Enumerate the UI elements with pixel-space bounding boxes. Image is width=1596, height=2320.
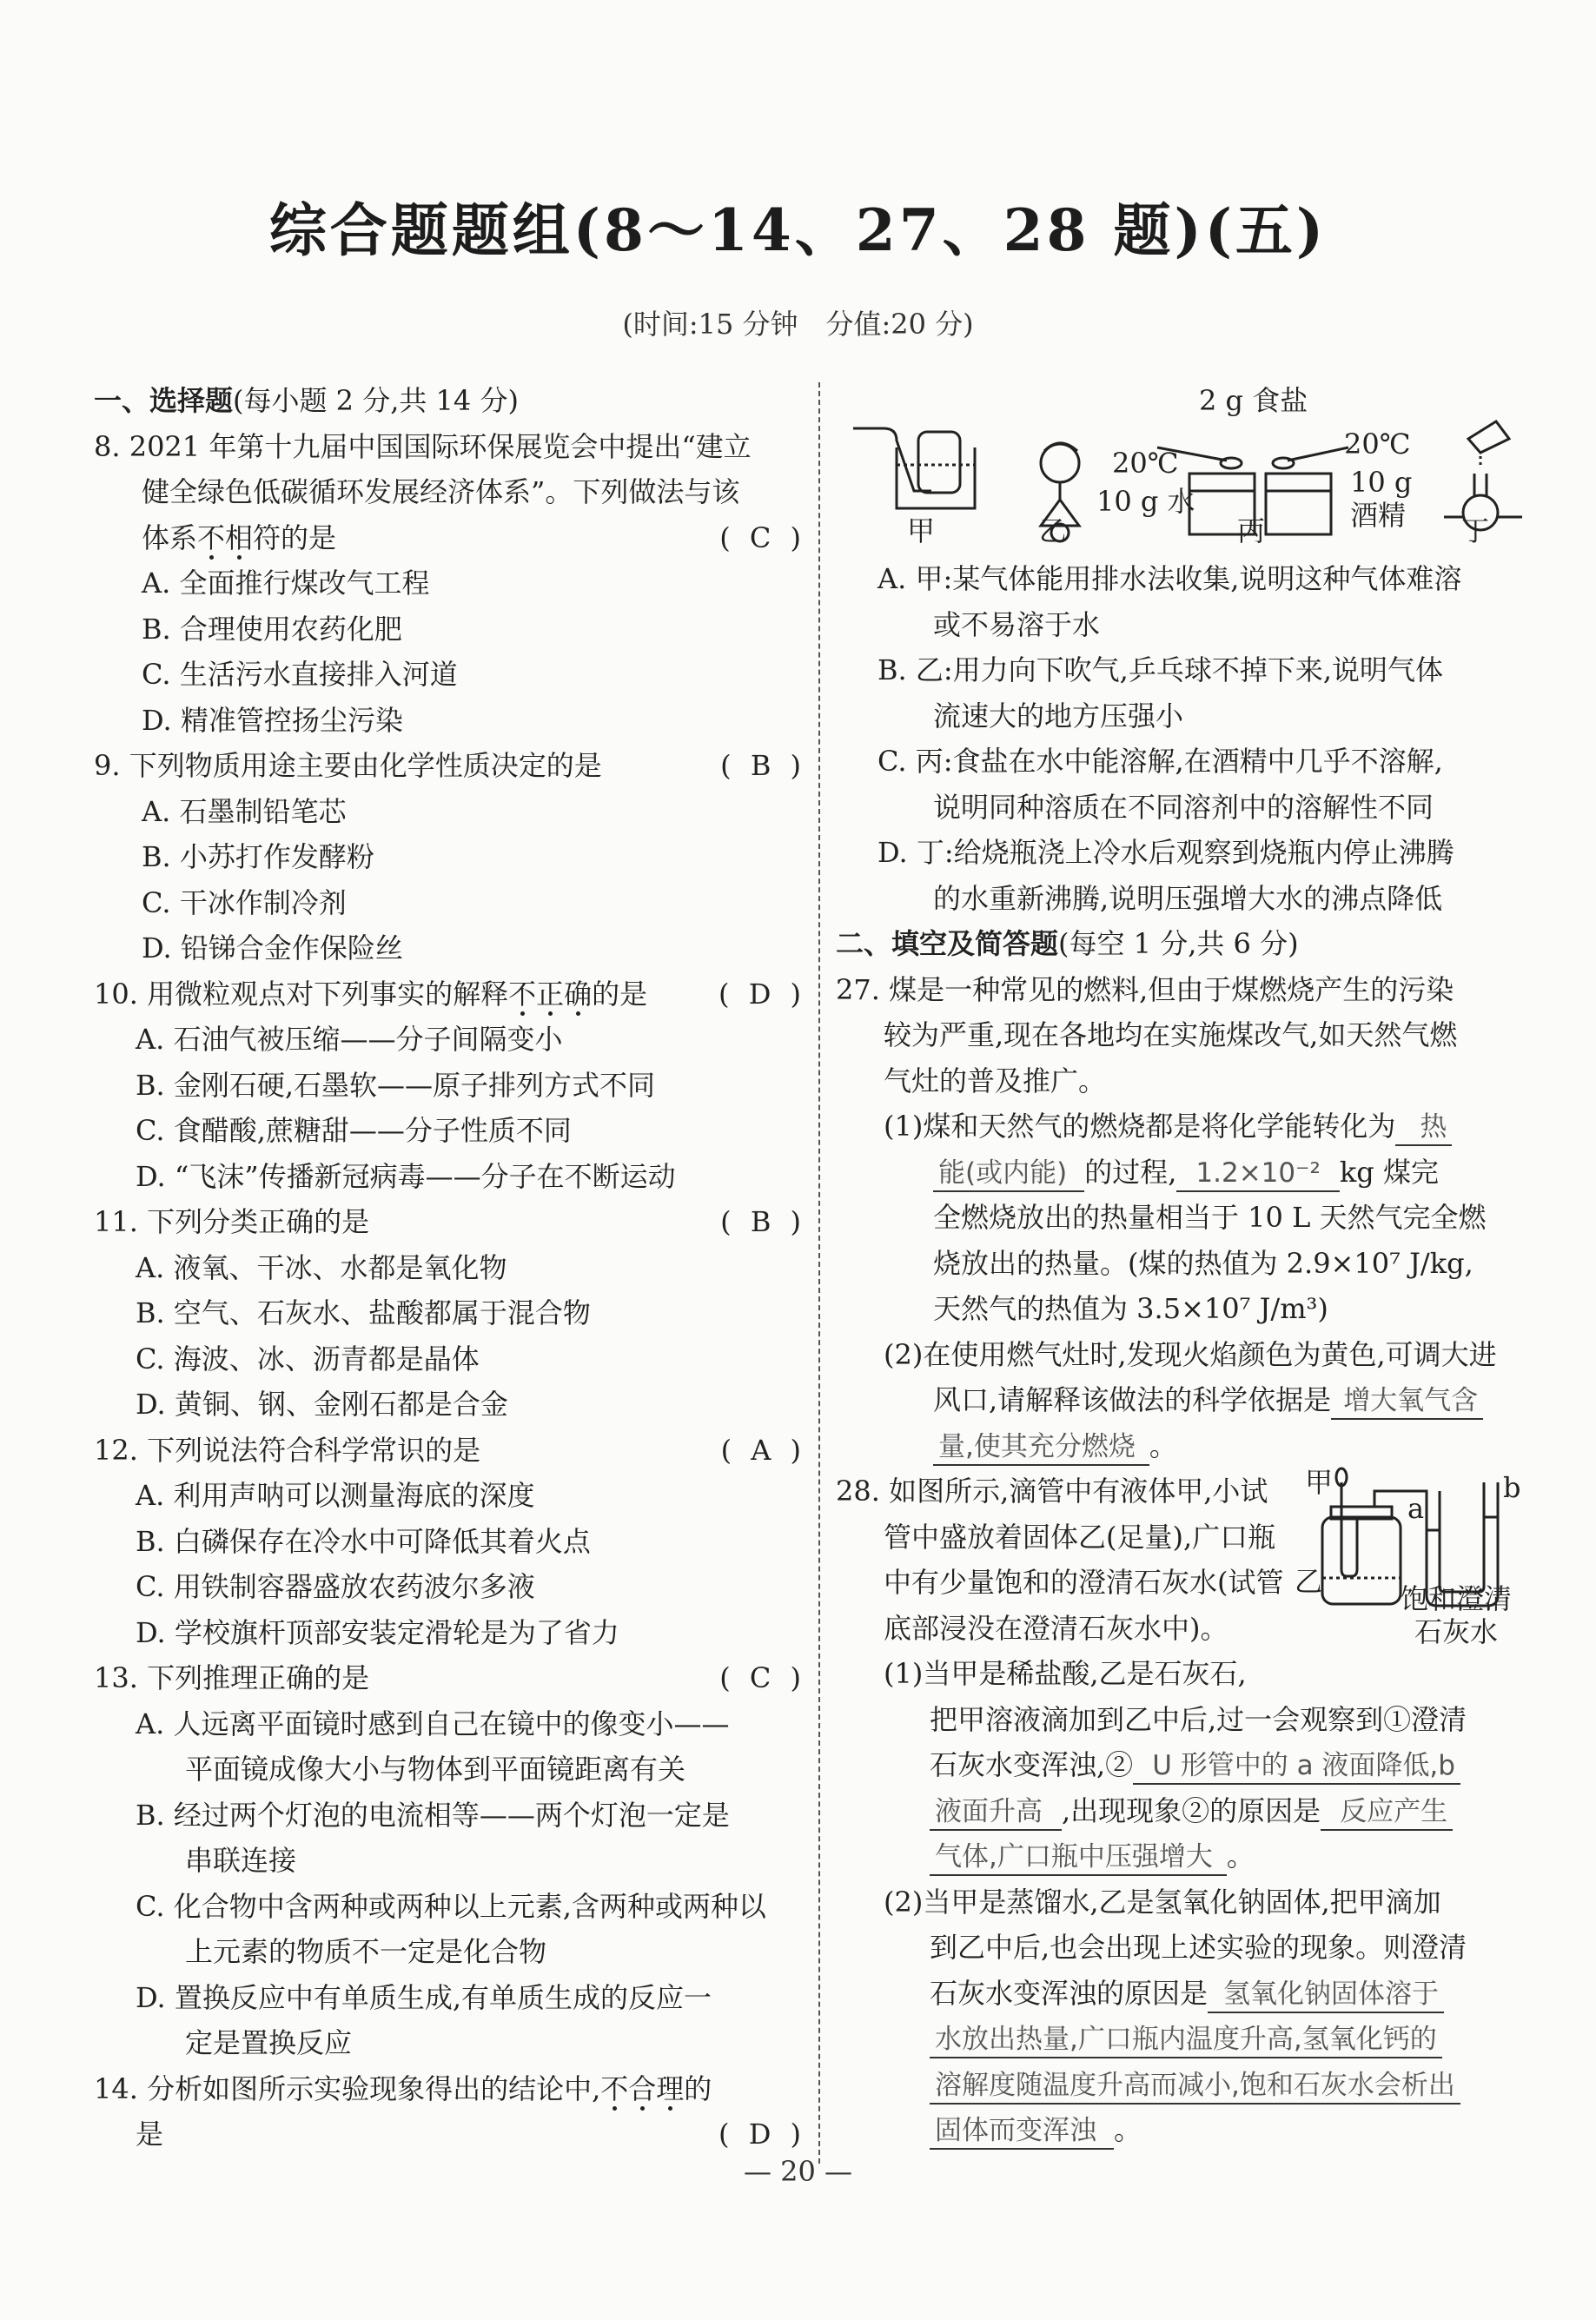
- q14-answer: ( D ): [719, 2118, 806, 2151]
- q28-fig-label-jia: 甲: [1305, 1466, 1334, 1499]
- q13-stem: 13. 下列推理正确的是 ( C ): [94, 1655, 806, 1701]
- page-subtitle: (时间:15 分钟 分值:20 分): [622, 308, 974, 341]
- q14-option-cont: 说明同种溶质在不同溶剂中的溶解性不同: [933, 790, 1434, 824]
- fig-label-yi: 乙: [1039, 514, 1068, 547]
- q14-option: D. 丁:给烧瓶浇上冷水后观察到烧瓶内停止沸腾: [877, 836, 1454, 869]
- q27-part1: 能(或内能) 的过程, 1.2×10⁻² kg 煤完: [836, 1150, 1541, 1196]
- q28-answer-2: 反应产生: [1321, 1794, 1453, 1831]
- fig-salt-label: 2 g 食盐: [1199, 384, 1308, 417]
- page-number: — 20 —: [743, 2155, 853, 2188]
- q13-option: B. 经过两个灯泡的电流相等——两个灯泡一定是: [136, 1798, 730, 1832]
- q14-option-cont: 流速大的地方压强小: [933, 699, 1184, 732]
- q27-stem: 气灶的普及推广。: [884, 1064, 1107, 1097]
- q28-answer-2-cont: 气体,广口瓶中压强增大: [930, 1839, 1227, 1876]
- fig-temp-left: 20℃: [1112, 447, 1179, 480]
- q11-option: D. 黄铜、钢、金刚石都是合金: [136, 1388, 508, 1421]
- fig-label-ding: 丁: [1461, 514, 1490, 547]
- left-column: [94, 378, 806, 2158]
- q13-option-cont: 上元素的物质不一定是化合物: [185, 1935, 547, 1968]
- q9-option: B. 小苏打作发酵粉: [142, 840, 374, 873]
- fig-label-bing: 丙: [1237, 514, 1266, 547]
- q28-figure: [1295, 1465, 1541, 1656]
- q12-option: C. 用铁制容器盛放农药波尔多液: [136, 1570, 535, 1603]
- q28-part1: 气体,广口瓶中压强增大 。: [836, 1833, 1541, 1879]
- q9-option: D. 铅锑合金作保险丝: [142, 931, 403, 964]
- q10-stem: 10. 用微粒观点对下列事实的解释不正确的是 ( D ): [94, 971, 806, 1017]
- q14-stem: 是 ( D ): [94, 2111, 806, 2158]
- q28-answer-3-cont: 溶解度随温度升高而减小,饱和石灰水会析出: [930, 2068, 1460, 2105]
- q27-part2: 量,使其充分燃烧 。: [836, 1423, 1541, 1469]
- q12-option: B. 白磷保存在冷水中可降低其着火点: [136, 1524, 591, 1558]
- q27-answer-1-cont: 能(或内能): [933, 1156, 1084, 1192]
- q27-stem: 27. 煤是一种常见的燃料,但由于煤燃烧产生的污染: [836, 972, 1454, 1006]
- q14-option: C. 丙:食盐在水中能溶解,在酒精中几乎不溶解,: [877, 745, 1443, 778]
- q8-line: 健全绿色低碳循环发展经济体系”。下列做法与该: [142, 475, 740, 508]
- q28-fig-caption: 饱和澄清: [1401, 1582, 1513, 1615]
- q10-option: C. 食醋酸,蔗糖甜——分子性质不同: [136, 1114, 572, 1147]
- q8-answer: ( C ): [719, 520, 806, 554]
- q8-option: C. 生活污水直接排入河道: [142, 658, 458, 691]
- q14-figure: [836, 378, 1541, 556]
- q28-part1: 石灰水变浑浊,② U 形管中的 a 液面降低,b: [836, 1742, 1541, 1788]
- q28-part2: [836, 2062, 1541, 2108]
- q9-answer: ( B ): [720, 749, 806, 782]
- fig-label-jia: 甲: [907, 514, 936, 547]
- q14-option: A. 甲:某气体能用排水法收集,说明这种气体难溶: [877, 562, 1462, 595]
- q28-stem: 28. 如图所示,滴管中有液体甲,小试: [836, 1475, 1268, 1508]
- q28-part2: 固体而变浑浊 。: [836, 2107, 1541, 2153]
- fig-temp-right: 20℃: [1344, 428, 1411, 461]
- q28-block: [836, 1468, 1541, 1651]
- page-title: 综合题题组(8～14、27、28 题)(五): [268, 196, 1328, 264]
- q12-option: D. 学校旗杆顶部安装定滑轮是为了省力: [136, 1615, 619, 1649]
- q8-option: B. 合理使用农药化肥: [142, 612, 402, 646]
- q27-answer-3-cont: 量,使其充分燃烧: [933, 1429, 1149, 1466]
- q28-stem: 底部浸没在澄清石灰水中)。: [884, 1611, 1228, 1645]
- q27-answer-1: 热: [1395, 1110, 1452, 1146]
- q27-part1: (1)煤和天然气的燃烧都是将化学能转化为 热: [836, 1104, 1541, 1150]
- fig-alcohol-label: 酒精: [1350, 499, 1407, 532]
- q27-answer-3: 增大氧气含: [1331, 1383, 1483, 1420]
- q28-answer-3-cont: 水放出热量,广口瓶内温度升高,氢氧化钙的: [930, 2022, 1442, 2058]
- q28-stem: 管中盛放着固体乙(足量),广口瓶: [884, 1520, 1276, 1554]
- q13-option-cont: 定是置换反应: [185, 2026, 353, 2059]
- q28-fig-label-a: a: [1407, 1492, 1425, 1525]
- q11-stem: 11. 下列分类正确的是 ( B ): [94, 1199, 806, 1245]
- q9-option: A. 石墨制铅笔芯: [142, 794, 347, 828]
- q11-option: C. 海波、冰、沥青都是晶体: [136, 1342, 480, 1375]
- q13-option-cont: 串联连接: [185, 1844, 297, 1877]
- q28-fig-label-b: b: [1503, 1471, 1521, 1504]
- fig-alcohol-amount: 10 g: [1350, 466, 1413, 499]
- q28-part1: 液面升高 ,出现现象②的原因是 反应产生: [836, 1788, 1541, 1834]
- q13-option: D. 置换反应中有单质生成,有单质生成的反应一: [136, 1980, 712, 2014]
- q13-option-cont: 平面镜成像大小与物体到平面镜距离有关: [185, 1753, 686, 1786]
- q10-option: B. 金刚石硬,石墨软——原子排列方式不同: [136, 1068, 656, 1102]
- section2-heading: 二、填空及简答题(每空 1 分,共 6 分): [836, 927, 1299, 960]
- q10-option: D. “飞沫”传播新冠病毒——分子在不断运动: [136, 1159, 676, 1193]
- q27-part1: 全燃烧放出的热量相当于 10 L 天然气完全燃: [933, 1201, 1487, 1234]
- q27-part2: 风口,请解释该做法的科学依据是 增大氧气含: [836, 1377, 1541, 1423]
- q8-line: 8. 2021 年第十九届中国国际环保展览会中提出“建立: [94, 429, 752, 463]
- fig-water-label: 10 g 水: [1096, 485, 1195, 518]
- q12-stem: 12. 下列说法符合科学常识的是 ( A ): [94, 1428, 806, 1474]
- q10-option: A. 石油气被压缩——分子间隔变小: [136, 1023, 563, 1056]
- q13-answer: ( C ): [719, 1661, 806, 1694]
- q28-answer-3-cont: 固体而变浑浊: [930, 2113, 1114, 2150]
- q8-line: 体系不相符的是 ( C ): [94, 515, 806, 561]
- q27-part2: (2)在使用燃气灶时,发现火焰颜色为黄色,可调大进: [884, 1337, 1497, 1371]
- q9-stem: 9. 下列物质用途主要由化学性质决定的是 ( B ): [94, 743, 806, 789]
- q27-answer-2: 1.2×10⁻²: [1176, 1156, 1340, 1192]
- q28-fig-caption: 石灰水: [1414, 1615, 1499, 1648]
- q28-fig-label-yi: 乙: [1295, 1565, 1323, 1598]
- q28-part1: 把甲溶液滴加到乙中后,过一会观察到①澄清: [930, 1702, 1467, 1736]
- q28-part2: 到乙中后,也会出现上述实验的现象。则澄清: [930, 1931, 1467, 1964]
- q28-answer-1-cont: 液面升高: [930, 1794, 1062, 1831]
- q14-apparatus-drawing: [836, 378, 1541, 556]
- q9-option: C. 干冰作制冷剂: [142, 885, 347, 919]
- right-column: [836, 378, 1541, 2153]
- q14-option: B. 乙:用力向下吹气,乒乓球不掉下来,说明气体: [877, 653, 1443, 686]
- q12-option: A. 利用声呐可以测量海底的深度: [136, 1479, 535, 1512]
- q8-option: A. 全面推行煤改气工程: [142, 567, 430, 600]
- q10-answer: ( D ): [719, 977, 806, 1011]
- q27-part1: 烧放出的热量。(煤的热值为 2.9×10⁷ J/kg,: [933, 1246, 1473, 1280]
- q14-option-cont: 或不易溶于水: [933, 607, 1101, 641]
- section1-heading: 一、选择题(每小题 2 分,共 14 分): [94, 384, 519, 417]
- q11-option: A. 液氧、干冰、水都是氧化物: [136, 1250, 507, 1284]
- q12-answer: ( A ): [720, 1433, 806, 1467]
- q28-stem: 中有少量饱和的澄清石灰水(试管: [884, 1566, 1284, 1599]
- q28-answer-1: U 形管中的 a 液面降低,b: [1133, 1748, 1460, 1785]
- q13-option: C. 化合物中含两种或两种以上元素,含两种或两种以: [136, 1889, 766, 1923]
- q28-part1: (1)当甲是稀盐酸,乙是石灰石,: [884, 1657, 1247, 1690]
- q28-part2: (2)当甲是蒸馏水,乙是氢氧化钠固体,把甲滴加: [884, 1885, 1441, 1919]
- q27-stem: 较为严重,现在各地均在实施煤改气,如天然气燃: [884, 1018, 1458, 1051]
- q27-part1: 天然气的热值为 3.5×10⁷ J/m³): [933, 1292, 1328, 1325]
- q13-option: A. 人远离平面镜时感到自己在镜中的像变小——: [136, 1707, 730, 1740]
- q11-option: B. 空气、石灰水、盐酸都属于混合物: [136, 1296, 591, 1329]
- q8-option: D. 精准管控扬尘污染: [142, 703, 403, 737]
- q14-option-cont: 的水重新沸腾,说明压强增大水的沸点降低: [933, 881, 1443, 915]
- q28-part2: 石灰水变浑浊的原因是 氢氧化钠固体溶于: [836, 1971, 1541, 2017]
- column-divider: [818, 382, 820, 2164]
- q11-answer: ( B ): [720, 1205, 806, 1238]
- q14-stem: 14. 分析如图所示实验现象得出的结论中,不合理的: [94, 2071, 712, 2105]
- q28-answer-3: 氢氧化钠固体溶于: [1208, 1977, 1444, 2013]
- q28-part2: [836, 2016, 1541, 2062]
